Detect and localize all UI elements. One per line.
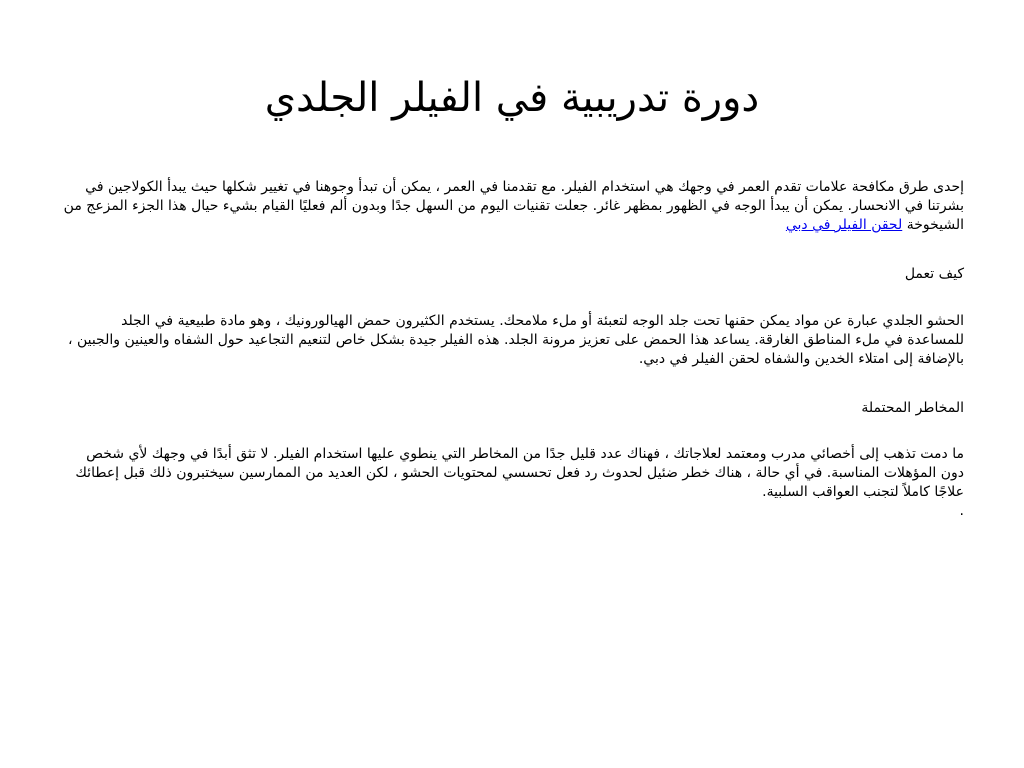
risks-paragraph: ما دمت تذهب إلى أخصائي مدرب ومعتمد لعلاجاتك ، فهناك عدد قليل جدًا من المخاطر التي ينطوي عليها استخدام الفيلر. لا تثق أبدًا في وجهك لأي شخص دون المؤهلات المناسبة. في أي حالة ، هناك خطر ضئيل لحدوث رد فعل تحسسي لمحتويات الحشو ، لكن العديد من الممارسين سيختبرون ذلك قبل إعطائك علاجًا كاملاً لتجنب العواقب السلبية. [75, 446, 964, 500]
spacer [60, 369, 964, 399]
slide-body [60, 178, 964, 521]
spacer [60, 418, 964, 445]
spacer [60, 235, 964, 265]
risks-heading: المخاطر المحتملة [861, 400, 964, 416]
intro-text: إحدى طرق مكافحة علامات تقدم العمر في وجهك هي استخدام الفيلر. مع تقدمنا في العمر ، يمكن أن تبدأ وجوهنا في تغيير شكلها حيث يبدأ الكولاجين في بشرتنا في الانحسار. يمكن أن يبدأ الوجه في الظهور بمظهر غائر. جعلت تقنيات اليوم من السهل جدًا وبدون ألم فعليًا القيام بشيء حيال هذا الجزء المزعج من الشيخوخة [63, 179, 964, 233]
spacer [60, 284, 964, 312]
how-it-works-heading: كيف تعمل [904, 266, 964, 282]
how-it-works-paragraph: الحشو الجلدي عبارة عن مواد يمكن حقنها تحت جلد الوجه لتعبئة أو ملء ملامحك. يستخدم الكثيرون حمض الهيالورونيك ، وهو مادة طبيعية في الجلد للمساعدة في ملء المناطق الغارقة. يساعد هذا الحمض على تعزيز مرونة الجلد. هذه الفيلر جيدة بشكل خاص لتنعيم التجاعيد حول الشفاه والعينين والجبين ، بالإضافة إلى امتلاء الخدين والشفاه لحقن الفيلر في دبي. [67, 313, 964, 367]
intro-paragraph [60, 178, 964, 235]
filler-dubai-link[interactable]: لحقن الفيلر في دبي [785, 217, 903, 233]
page-title: دورة تدريبية في الفيلر الجلدي [264, 75, 760, 121]
trailing-dot: . [959, 503, 964, 519]
